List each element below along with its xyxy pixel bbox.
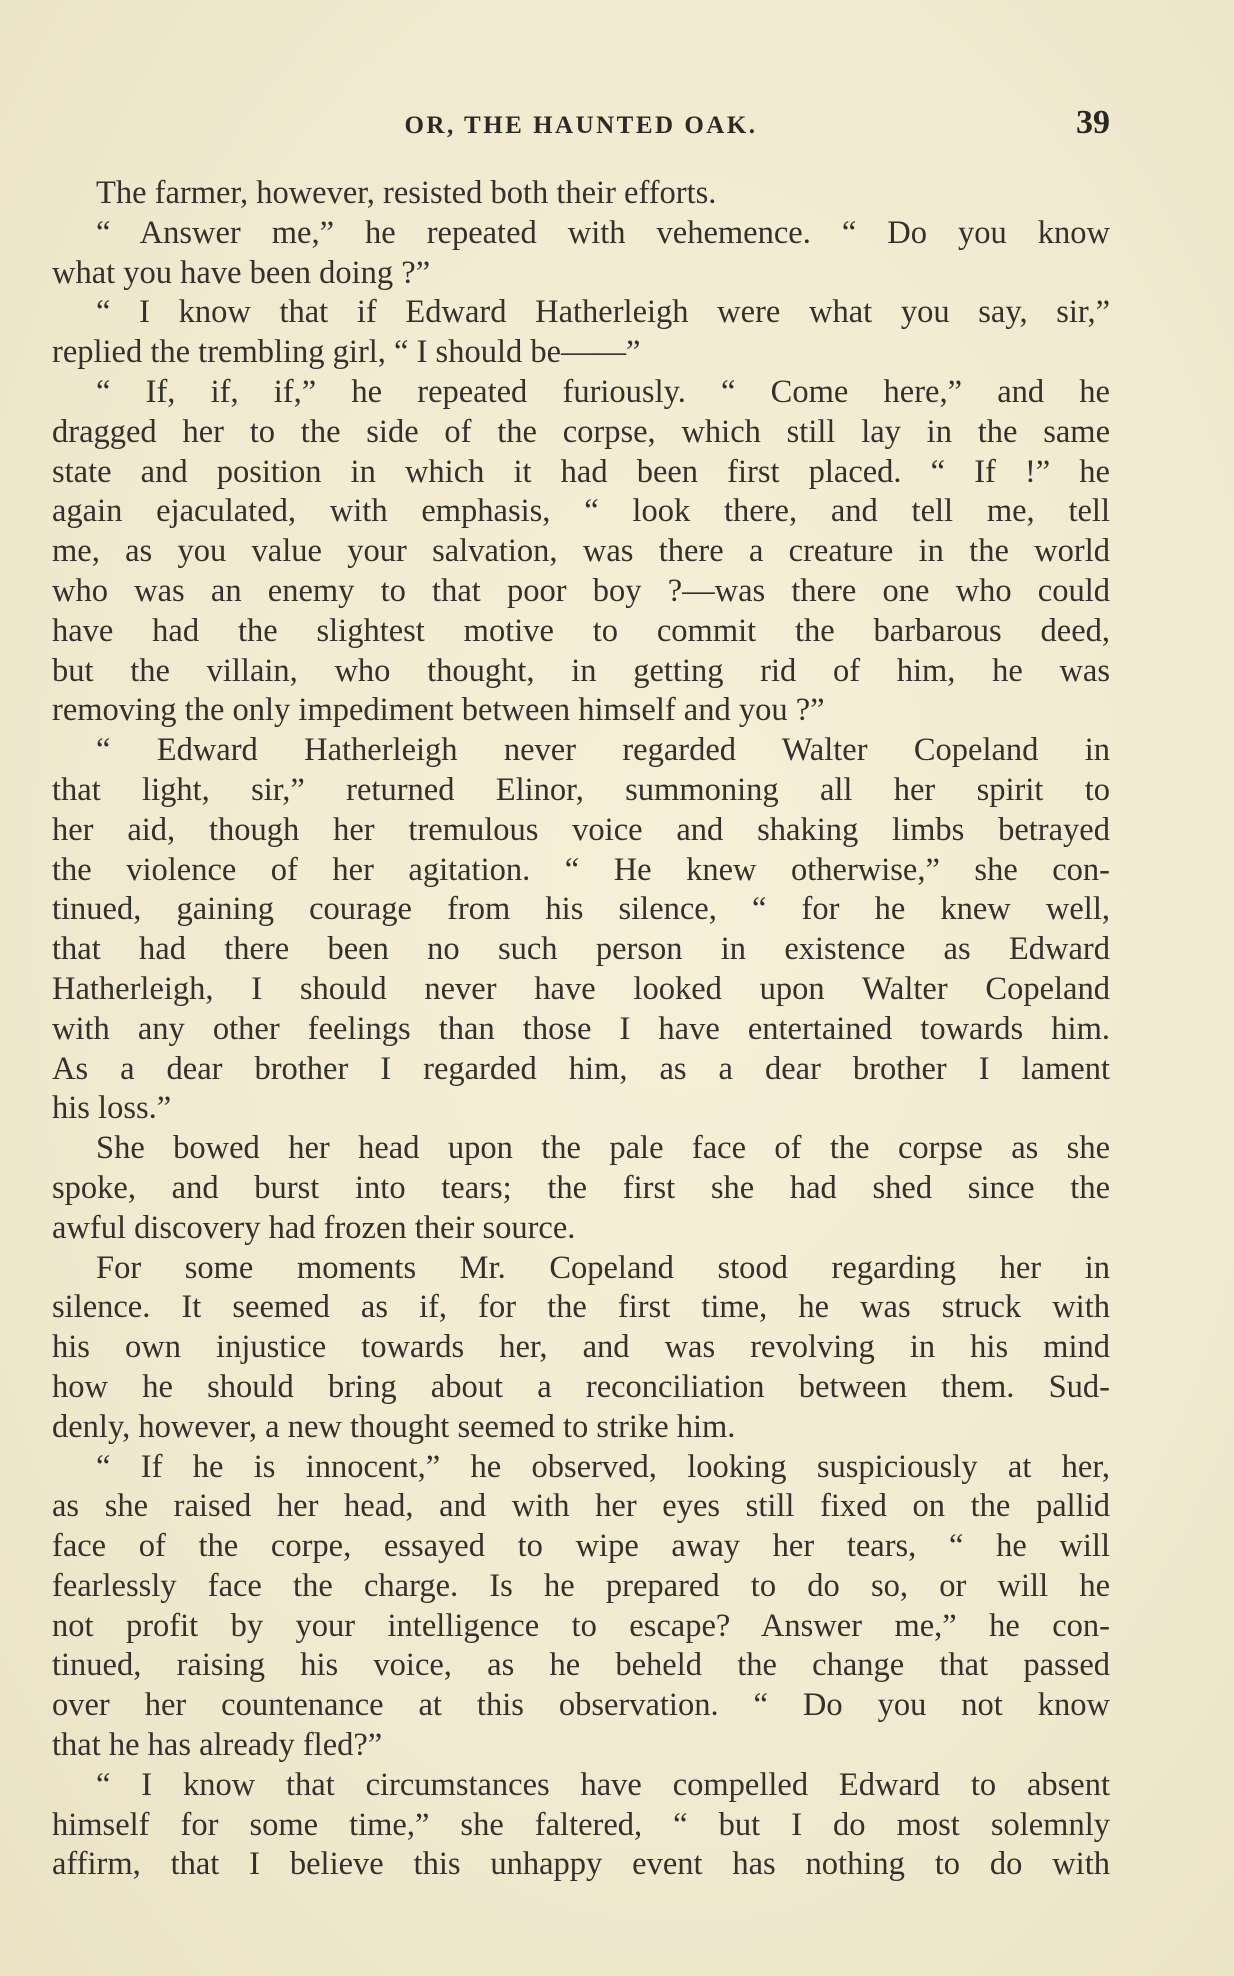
text-line: what you have been doing ?” [52, 254, 431, 291]
text-line: “ If, if, if,” he repeated furiously. “ Come here,” and he [96, 373, 1110, 410]
text-line: dragged her to the side of the corpse, which still lay in the same [52, 413, 1110, 450]
text-line: denly, however, a new thought seemed to strike him. [52, 1408, 736, 1445]
text-line: silence. It seemed as if, for the first time, he was struck with [52, 1289, 1110, 1326]
running-title: OR, THE HAUNTED OAK. [404, 112, 758, 139]
text-line: how he should bring about a reconciliation between them. Sud- [52, 1368, 1110, 1405]
text-line: tinued, gaining courage from his silence, “ for he knew well, [52, 891, 1110, 928]
text-line: “ I know that if Edward Hatherleigh were what you say, sir,” [96, 294, 1110, 331]
text-line: affirm, that I believe this unhappy event has nothing to do with [52, 1846, 1110, 1883]
text-line: his loss.” [52, 1090, 172, 1127]
text-line: who was an enemy to that poor boy ?—was there one who could [52, 572, 1110, 609]
text-line: over her countenance at this observation. “ Do you not know [52, 1687, 1110, 1724]
text-line: The farmer, however, resisted both their efforts. [96, 175, 717, 211]
text-line: her aid, though her tremulous voice and shaking limbs betrayed [52, 811, 1110, 848]
text-line: “ Edward Hatherleigh never regarded Walter Copeland in [96, 732, 1110, 769]
text-line: awful discovery had frozen their source. [52, 1209, 576, 1246]
text-line: himself for some time,” she faltered, “ but I do most solemnly [52, 1806, 1110, 1843]
text-line: For some moments Mr. Copeland stood regarding her in [96, 1249, 1110, 1286]
text-line: As a dear brother I regarded him, as a dear brother I lament [52, 1050, 1110, 1087]
text-line: replied the trembling girl, “ I should be——” [52, 334, 641, 371]
text-line: again ejaculated, with emphasis, “ look there, and tell me, tell [52, 493, 1110, 530]
page-number: 39 [1076, 104, 1110, 141]
text-line: spoke, and burst into tears; the first she had shed since the [52, 1169, 1110, 1206]
text-line: with any other feelings than those I have entertained towards him. [52, 1010, 1110, 1047]
text-line: face of the corpe, essayed to wipe away her tears, “ he will [52, 1528, 1110, 1565]
text-line: that light, sir,” returned Elinor, summoning all her spirit to [52, 771, 1110, 808]
text-line: that had there been no such person in existence as Edward [52, 931, 1110, 968]
text-line: removing the only impediment between himself and you ?” [52, 692, 825, 729]
text-line: but the villain, who thought, in getting rid of him, he was [52, 652, 1110, 689]
text-line: his own injustice towards her, and was revolving in his mind [52, 1329, 1110, 1366]
text-line: tinued, raising his voice, as he beheld the change that passed [52, 1647, 1110, 1684]
text-line: She bowed her head upon the pale face of the corpse as she [96, 1130, 1110, 1167]
text-line: Hatherleigh, I should never have looked upon Walter Copeland [52, 970, 1110, 1007]
page-header [52, 104, 1110, 148]
body-text [52, 174, 1110, 1885]
text-line: that he has already fled?” [52, 1727, 383, 1764]
text-line: the violence of her agitation. “ He knew otherwise,” she con- [52, 851, 1110, 888]
text-line: not profit by your intelligence to escape? Answer me,” he con- [52, 1607, 1110, 1644]
text-line: “ Answer me,” he repeated with vehemence. “ Do you know [96, 214, 1110, 251]
text-line: fearlessly face the charge. Is he prepared to do so, or will he [52, 1567, 1110, 1604]
text-line: “ If he is innocent,” he observed, looking suspiciously at her, [96, 1448, 1110, 1485]
text-line: “ I know that circumstances have compelled Edward to absent [96, 1766, 1110, 1803]
text-line: as she raised her head, and with her eyes still fixed on the pallid [52, 1488, 1110, 1525]
text-line: me, as you value your salvation, was there a creature in the world [52, 533, 1110, 570]
text-line: have had the slightest motive to commit the barbarous deed, [52, 612, 1110, 649]
text-line: state and position in which it had been first placed. “ If !” he [52, 453, 1110, 490]
